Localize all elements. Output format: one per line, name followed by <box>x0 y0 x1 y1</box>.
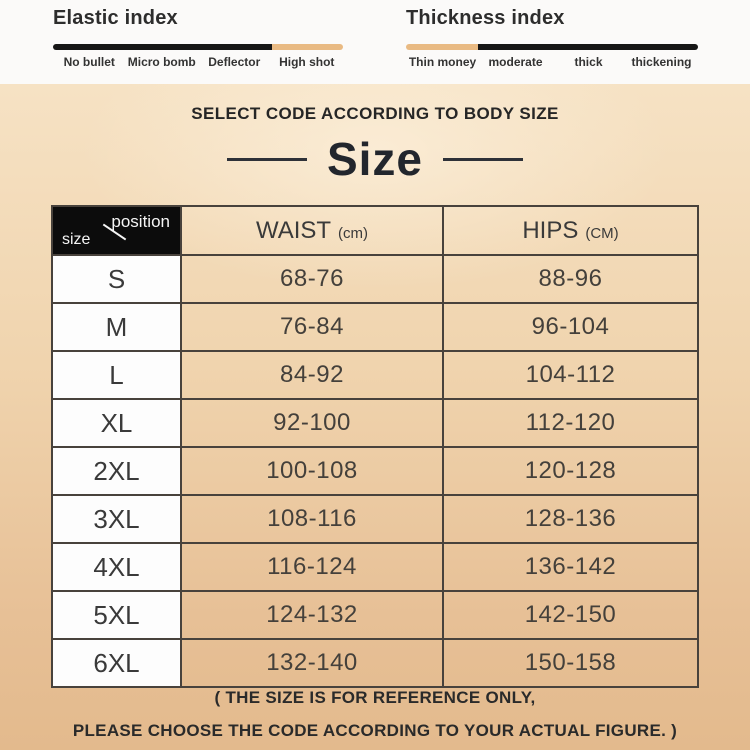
size-cell: 3XL <box>52 495 181 543</box>
reference-note-line2: PLEASE CHOOSE THE CODE ACCORDING TO YOUR ACTUAL FIGURE. ) <box>72 721 678 740</box>
hips-cell: 112-120 <box>443 399 698 447</box>
elastic-label-high-shot: High shot <box>279 55 335 69</box>
table-row <box>52 351 698 399</box>
table-row <box>52 543 698 591</box>
reference-note-line1: ( THE SIZE IS FOR REFERENCE ONLY, <box>214 688 536 707</box>
size-cell: 6XL <box>52 639 181 687</box>
waist-header-unit: (cm) <box>338 224 369 242</box>
waist-column-header <box>181 206 443 255</box>
section-subtitle: SELECT CODE ACCORDING TO BODY SIZE <box>191 104 559 123</box>
table-row <box>52 255 698 303</box>
size-cell: 5XL <box>52 591 181 639</box>
thickness-bar-dark-segment <box>478 44 698 50</box>
thickness-label-thick: thick <box>574 55 603 69</box>
size-table <box>51 205 699 688</box>
hips-cell: 150-158 <box>443 639 698 687</box>
size-chart-section <box>0 84 750 750</box>
size-cell: 4XL <box>52 543 181 591</box>
table-row <box>52 639 698 687</box>
elastic-index-title: Elastic index <box>53 7 178 29</box>
size-title-row <box>0 132 750 186</box>
title-line-left <box>227 158 307 161</box>
size-cell: S <box>52 255 181 303</box>
waist-cell: 116-124 <box>181 543 443 591</box>
corner-label-position: position <box>111 212 170 231</box>
thickness-index-title: Thickness index <box>406 7 565 29</box>
waist-cell: 108-116 <box>181 495 443 543</box>
elastic-index-panel <box>53 0 343 84</box>
hips-cell: 96-104 <box>443 303 698 351</box>
hips-header-label: HIPS <box>522 216 579 244</box>
thickness-bar-accent-segment <box>406 44 478 50</box>
index-strip <box>0 0 750 84</box>
hips-cell: 142-150 <box>443 591 698 639</box>
table-row <box>52 399 698 447</box>
elastic-label-micro-bomb: Micro bomb <box>127 55 196 69</box>
elastic-bar-accent-segment <box>272 44 343 50</box>
hips-cell: 120-128 <box>443 447 698 495</box>
elastic-label-no-bullet: No bullet <box>63 55 115 69</box>
waist-cell: 100-108 <box>181 447 443 495</box>
hips-cell: 128-136 <box>443 495 698 543</box>
waist-cell: 92-100 <box>181 399 443 447</box>
size-cell: XL <box>52 399 181 447</box>
size-cell: M <box>52 303 181 351</box>
elastic-index-bar <box>53 44 343 50</box>
waist-header-label: WAIST <box>255 216 332 244</box>
hips-cell: 88-96 <box>443 255 698 303</box>
elastic-label-deflector: Deflector <box>208 55 261 69</box>
thickness-index-bar <box>406 44 698 50</box>
thickness-label-moderate: moderate <box>488 55 543 69</box>
hips-column-header <box>443 206 698 255</box>
reference-note <box>0 688 750 741</box>
hips-cell: 136-142 <box>443 543 698 591</box>
table-row <box>52 303 698 351</box>
title-line-right <box>443 158 523 161</box>
table-row <box>52 591 698 639</box>
thickness-index-labels <box>406 55 698 69</box>
elastic-index-labels <box>53 55 343 69</box>
table-row <box>52 447 698 495</box>
hips-header-unit: (CM) <box>585 224 619 242</box>
thickness-label-thin-money: Thin money <box>408 55 477 69</box>
elastic-bar-dark-segment <box>53 44 272 50</box>
size-cell: 2XL <box>52 447 181 495</box>
waist-cell: 76-84 <box>181 303 443 351</box>
size-cell: L <box>52 351 181 399</box>
table-header-row <box>52 206 698 255</box>
table-row <box>52 495 698 543</box>
waist-cell: 132-140 <box>181 639 443 687</box>
page-title: Size <box>326 133 424 185</box>
thickness-label-thickening: thickening <box>631 55 692 69</box>
waist-cell: 68-76 <box>181 255 443 303</box>
waist-cell: 124-132 <box>181 591 443 639</box>
corner-header-cell <box>52 206 181 255</box>
thickness-index-panel <box>406 0 698 84</box>
waist-cell: 84-92 <box>181 351 443 399</box>
hips-cell: 104-112 <box>443 351 698 399</box>
corner-label-size: size <box>62 231 91 248</box>
